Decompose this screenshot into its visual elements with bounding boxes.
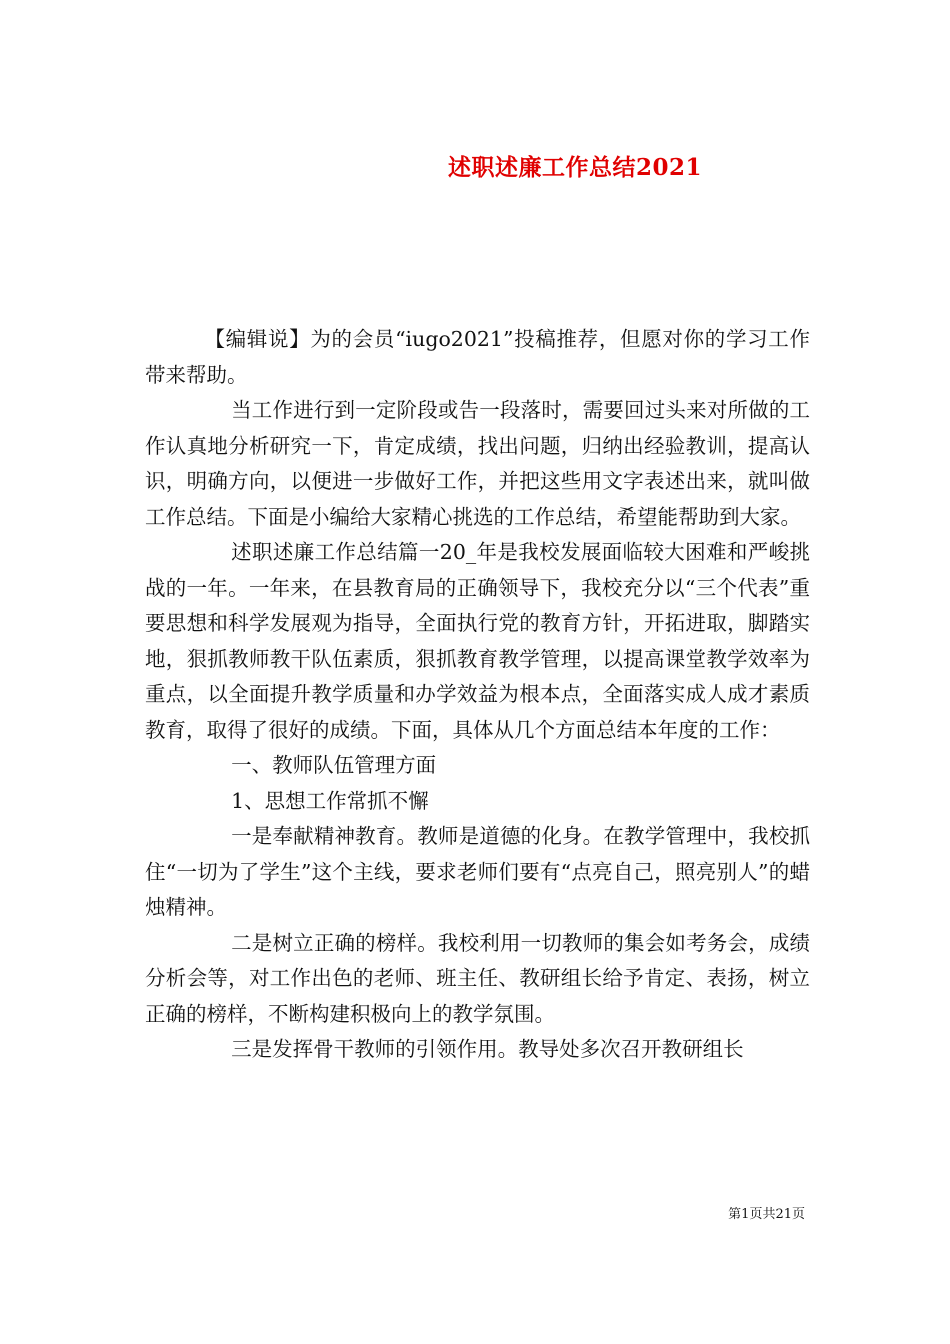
editor-note-paragraph: 【编辑说】为的会员“iugo2021”投稿推荐，但愿对你的学习工作带来帮助。 xyxy=(145,327,810,387)
body-paragraph: 当工作进行到一定阶段或告一段落时，需要回过头来对所做的工作认真地分析研究一下，肯定成绩，找出问题，归纳出经验教训，提高认识，明确方向，以便进一步做好工作，并把这些用文字表述出来，就叫做工作总结。下面是小编给大家精心挑选的工作总结，希望能帮助到大家。 xyxy=(145,398,810,529)
document-title: 述职述廉工作总结2021 xyxy=(447,154,702,182)
subsection-heading: 1、思想工作常抓不懈 xyxy=(231,788,429,813)
page-number: 第1页共21页 xyxy=(728,1207,805,1222)
body-paragraph: 三是发挥骨干教师的引领作用。教导处多次召开教研组长 xyxy=(231,1037,744,1061)
body-paragraph: 一是奉献精神教育。教师是道德的化身。在教学管理中，我校抓住“一切为了学生”这个主线，要求老师们要有“点亮自己，照亮别人”的蜡烛精神。 xyxy=(145,824,810,919)
document-body xyxy=(145,322,810,1068)
body-paragraph: 述职述廉工作总结篇一20_年是我校发展面临较大困难和严峻挑战的一年。一年来，在县教育局的正确领导下，我校充分以“三个代表”重要思想和科学发展观为指导，全面执行党的教育方针，开拓进取，脚踏实地，狠抓教师教干队伍素质，狠抓教育教学管理，以提高课堂教学效率为重点，以全面提升教学质量和办学效益为根本点，全面落实成人成才素质教育，取得了很好的成绩。下面，具体从几个方面总结本年度的工作： xyxy=(145,540,810,742)
section-heading: 一、教师队伍管理方面 xyxy=(231,753,437,777)
body-paragraph: 二是树立正确的榜样。我校利用一切教师的集会如考务会，成绩分析会等，对工作出色的老师、班主任、教研组长给予肯定、表扬，树立正确的榜样，不断构建积极向上的教学氛围。 xyxy=(145,930,810,1026)
